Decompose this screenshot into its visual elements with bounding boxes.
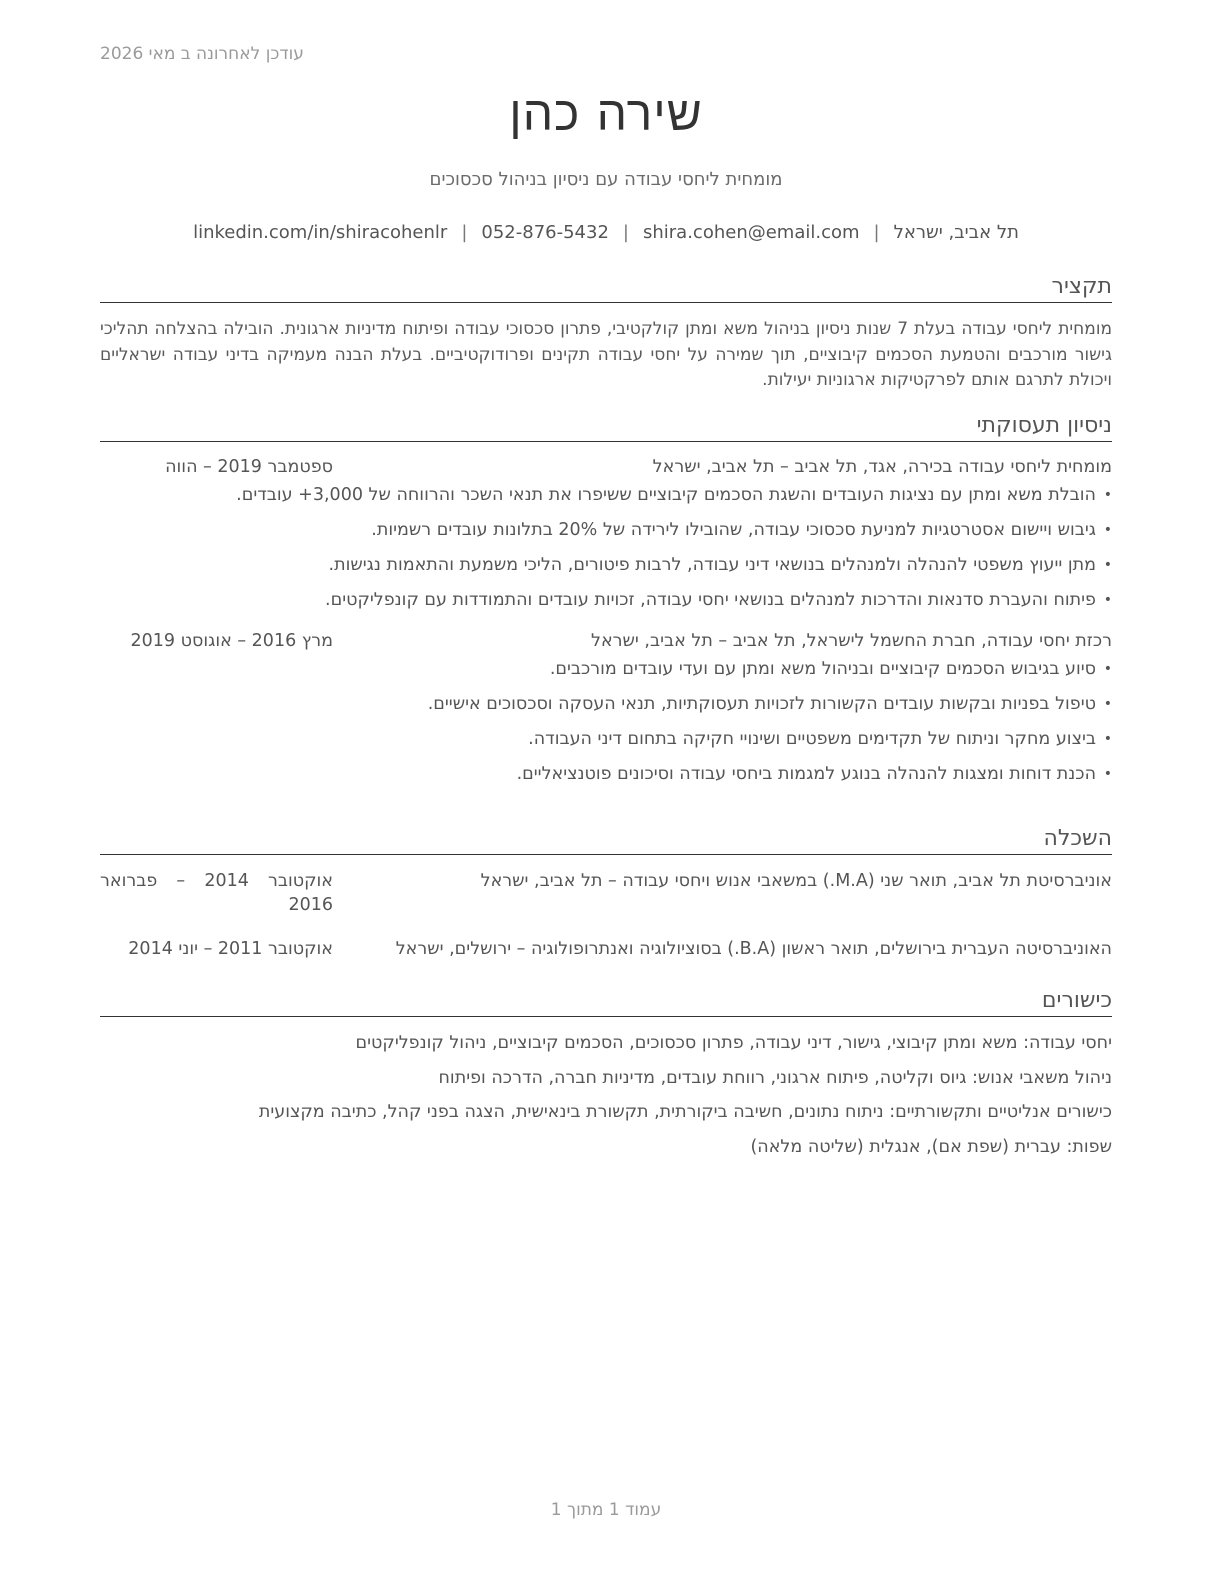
bullet-icon: • — [1103, 661, 1112, 677]
bullet-icon: • — [1103, 766, 1112, 782]
section-title: השכלה — [100, 826, 1112, 855]
skills-line: יחסי עבודה: משא ומתן קיבוצי, גישור, דיני עבודה, פתרון סכסוכים, הסכמים קיבוציים, ניהול קונפליקטים — [355, 1033, 1112, 1053]
job-entry — [100, 629, 1112, 786]
skills-line: כישורים אנליטיים ותקשורתיים: ניתוח נתונים, חשיבה ביקורתית, תקשורת בינאישית, הצגה בפני קהל, כתיבה מקצועית — [258, 1102, 1112, 1122]
bullet-icon: • — [1103, 592, 1112, 608]
contact-separator: | — [461, 222, 468, 243]
job-role: רכזת יחסי עבודה, חברת החשמל לישראל, תל אביב – תל אביב, ישראל — [591, 631, 1112, 651]
education-degree: אוניברסיטת תל אביב, תואר שני (M.A.) במשאבי אנוש ויחסי עבודה – תל אביב, ישראל — [480, 871, 1112, 891]
contact-location: תל אביב, ישראל — [893, 222, 1019, 243]
skills-line: ניהול משאבי אנוש: גיוס וקליטה, פיתוח ארגוני, רווחת עובדים, מדיניות חברה, הדרכה ופיתוח — [438, 1067, 1112, 1088]
contact-phone[interactable]: 052-876-5432 — [481, 222, 609, 243]
education-dates: אוקטובר 2011 – יוני 2014 — [128, 939, 333, 959]
list-item: • ביצוע מחקר וניתוח של תקדימים משפטיים ושינויי חקיקה בתחום דיני העבודה. — [528, 729, 1112, 749]
bullet-icon: • — [1103, 557, 1112, 573]
skills-list — [100, 1031, 1112, 1159]
job-entry — [100, 455, 1112, 612]
job-header — [100, 629, 1112, 653]
contact-separator: | — [873, 222, 880, 243]
resume-page — [100, 0, 1112, 1584]
bullet-icon: • — [1103, 522, 1112, 538]
education-entry — [100, 937, 1112, 961]
list-item: • מתן ייעוץ משפטי להנהלה ולמנהלים בנושאי דיני עבודה, לרבות פיטורים, הליכי משמעת והתאמות נגישות. — [328, 555, 1112, 575]
bullet-icon: • — [1103, 731, 1112, 747]
summary-text: מומחית ליחסי עבודה בעלת 7 שנות ניסיון בניהול משא ומתן קולקטיבי, פתרון סכסוכי עבודה ופיתוח מדיניות ארגונית. הובילה בהצלחה תהליכי גישור מורכבים והטמעת הסכמים קיבוציים, תוך שמירה על יחסי עבודה תקינים ופרודוקטיביים. בעלת הבנה מעמיקה בדיני עבודה ישראליים ויכולת לתרגם אותם לפרקטיקות ארגוניות יעילות. — [100, 319, 1113, 390]
section-title: כישורים — [100, 988, 1112, 1017]
skills-line: שפות: עברית (שפת אם), אנגלית (שליטה מלאה) — [750, 1136, 1112, 1157]
job-bullets — [100, 657, 1112, 786]
education-section — [100, 826, 1112, 961]
list-item: • גיבוש ויישום אסטרטגיות למניעת סכסוכי עבודה, שהובילו לירידה של 20% בתלונות עובדים רשמיות. — [371, 520, 1112, 540]
job-bullets — [100, 483, 1112, 612]
education-entry — [100, 869, 1112, 917]
list-item: • סיוע בגיבוש הסכמים קיבוציים ובניהול משא ומתן עם ועדי עובדים מורכבים. — [549, 659, 1112, 679]
list-item: • פיתוח והעברת סדנאות והדרכות למנהלים בנושאי יחסי עבודה, זכויות עובדים והתמודדות עם קונפליקטים. — [325, 590, 1112, 610]
summary-section — [100, 274, 1112, 394]
contact-separator: | — [622, 222, 629, 243]
section-title: ניסיון תעסוקתי — [100, 413, 1112, 442]
contact-line — [100, 222, 1112, 243]
last-updated: עודכן לאחרונה ב מאי 2026 — [100, 44, 304, 64]
section-title: תקציר — [100, 274, 1112, 303]
bullet-icon: • — [1103, 487, 1112, 503]
job-role: מומחית ליחסי עבודה בכירה, אגד, תל אביב – תל אביב, ישראל — [652, 457, 1112, 477]
bullet-icon: • — [1103, 696, 1112, 712]
list-item: • הובלת משא ומתן עם נציגות העובדים והשגת הסכמים קיבוציים ששיפרו את תנאי השכר והרווחה של 3,000+ עובדים. — [236, 485, 1112, 505]
list-item: • הכנת דוחות ומצגות להנהלה בנוגע למגמות ביחסי עבודה וסיכונים פוטנציאליים. — [516, 764, 1112, 784]
candidate-name: שירה כהן — [509, 86, 703, 142]
education-dates: אוקטובר 2014 – פברואר 2016 — [100, 871, 333, 915]
education-degree: האוניברסיטה העברית בירושלים, תואר ראשון (B.A.) בסוציולוגיה ואנתרופולוגיה – ירושלים, ישראל — [395, 939, 1112, 959]
contact-email[interactable]: shira.cohen@email.com — [642, 222, 860, 243]
contact-linkedin[interactable]: linkedin.com/in/shiracohenlr — [193, 222, 448, 243]
job-dates: מרץ 2016 – אוגוסט 2019 — [130, 631, 333, 651]
list-item: • טיפול בפניות ובקשות עובדים הקשורות לזכויות תעסוקתיות, תנאי העסקה וסכסוכים אישיים. — [427, 694, 1112, 714]
skills-section — [100, 988, 1112, 1169]
page-number: עמוד 1 מתוך 1 — [550, 1500, 662, 1520]
job-dates: ספטמבר 2019 – הווה — [165, 457, 333, 477]
candidate-title: מומחית ליחסי עבודה עם ניסיון בניהול סכסוכים — [429, 169, 783, 190]
experience-section — [100, 413, 1112, 797]
job-header — [100, 455, 1112, 479]
